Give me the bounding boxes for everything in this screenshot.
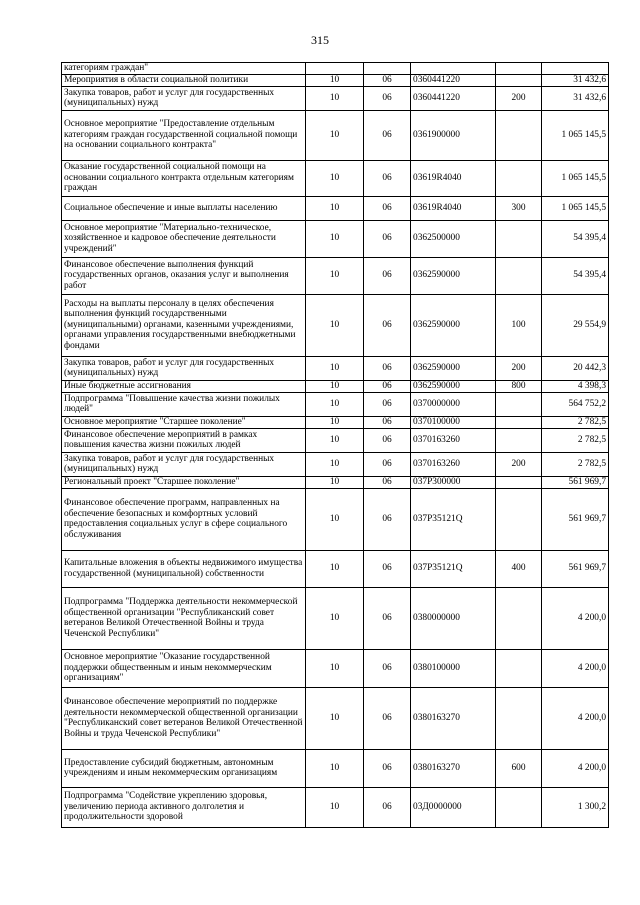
row-subsection: 06 [364,257,411,294]
row-expense-type: 200 [496,86,542,110]
table-row [62,380,609,392]
row-section: 10 [306,160,364,196]
row-section: 10 [306,687,364,749]
row-target-article: 0362500000 [411,220,496,257]
row-amount: 1 065 145,5 [542,196,609,220]
table-row [62,220,609,257]
row-target-article: 037P300000 [411,476,496,488]
row-section: 10 [306,550,364,587]
row-expense-type [496,74,542,86]
row-expense-type [496,220,542,257]
row-section: 10 [306,392,364,416]
row-subsection: 06 [364,356,411,380]
table-row [62,428,609,452]
table-row [62,86,609,110]
row-target-article: 0380000000 [411,587,496,649]
row-name: Предоставление субсидий бюджетным, автономным учреждениям и иным некоммерческим организациям [62,749,306,787]
row-expense-type [496,476,542,488]
row-amount: 4 200,0 [542,749,609,787]
row-name: Финансовое обеспечение мероприятий в рамках повышения качества жизни пожилых людей [62,428,306,452]
row-expense-type: 400 [496,550,542,587]
row-name: Закупка товаров, работ и услуг для государственных (муниципальных) нужд [62,356,306,380]
row-section: 10 [306,110,364,160]
table-row [62,488,609,550]
row-amount: 561 969,7 [542,550,609,587]
row-section: 10 [306,220,364,257]
budget-table [61,62,609,828]
row-subsection: 06 [364,749,411,787]
row-name: Основное мероприятие "Старшее поколение" [62,416,306,428]
row-amount: 54 395,4 [542,220,609,257]
row-target-article: 037P35121Q [411,488,496,550]
row-expense-type: 100 [496,294,542,356]
row-amount: 4 200,0 [542,649,609,687]
row-expense-type [496,160,542,196]
row-section: 10 [306,86,364,110]
row-target-article: 037P35121Q [411,550,496,587]
row-amount: 564 752,2 [542,392,609,416]
row-section: 10 [306,294,364,356]
row-expense-type: 300 [496,196,542,220]
row-section: 10 [306,587,364,649]
row-amount [542,63,609,75]
row-amount: 561 969,7 [542,476,609,488]
row-subsection: 06 [364,74,411,86]
row-name: Региональный проект "Старшее поколение" [62,476,306,488]
row-target-article: 0362590000 [411,257,496,294]
table-row [62,452,609,476]
row-subsection: 06 [364,416,411,428]
row-section: 10 [306,380,364,392]
row-section: 10 [306,649,364,687]
row-amount: 1 300,2 [542,787,609,827]
page-number: 315 [311,33,329,47]
table-row [62,687,609,749]
row-subsection: 06 [364,196,411,220]
row-section: 10 [306,428,364,452]
row-amount: 1 065 145,5 [542,160,609,196]
row-target-article: 0380163270 [411,749,496,787]
row-target-article: 0360441220 [411,86,496,110]
row-section: 10 [306,787,364,827]
row-amount: 54 395,4 [542,257,609,294]
row-subsection: 06 [364,687,411,749]
row-target-article: 0360441220 [411,74,496,86]
table-row [62,110,609,160]
row-target-article: 0380100000 [411,649,496,687]
table-row [62,160,609,196]
row-name: Финансовое обеспечение выполнения функций государственных органов, оказания услуг и выполнения работ [62,257,306,294]
table-row [62,649,609,687]
row-amount: 4 200,0 [542,687,609,749]
row-subsection: 06 [364,452,411,476]
row-name: Мероприятия в области социальной политики [62,74,306,86]
row-expense-type [496,787,542,827]
row-subsection: 06 [364,428,411,452]
row-name: Основное мероприятие "Материально-техническое, хозяйственное и кадровое обеспечение деятельности учреждений" [62,220,306,257]
row-name: Финансовое обеспечение мероприятий по поддержке деятельности некоммерческой общественной организации "Республиканский совет ветеранов Великой Отечественной Войны и труда Чеченской Республики" [62,687,306,749]
row-expense-type [496,488,542,550]
row-amount: 2 782,5 [542,452,609,476]
row-target-article: 0362590000 [411,294,496,356]
row-subsection [364,63,411,75]
table-row [62,63,609,75]
row-name: Закупка товаров, работ и услуг для государственных (муниципальных) нужд [62,86,306,110]
row-expense-type: 600 [496,749,542,787]
table-row [62,787,609,827]
row-target-article: 03Д0000000 [411,787,496,827]
table-row [62,749,609,787]
row-expense-type [496,257,542,294]
row-subsection: 06 [364,392,411,416]
row-amount: 4 398,3 [542,380,609,392]
row-name: Оказание государственной социальной помощи на основании социального контракта отдельным категориям граждан [62,160,306,196]
table-row [62,416,609,428]
row-target-article [411,63,496,75]
row-section: 10 [306,452,364,476]
row-amount: 1 065 145,5 [542,110,609,160]
row-expense-type [496,649,542,687]
row-subsection: 06 [364,476,411,488]
row-section: 10 [306,476,364,488]
row-expense-type [496,587,542,649]
row-section [306,63,364,75]
row-target-article: 0370163260 [411,428,496,452]
row-expense-type [496,392,542,416]
row-subsection: 06 [364,160,411,196]
row-subsection: 06 [364,380,411,392]
row-name: Расходы на выплаты персоналу в целях обеспечения выполнения функций государственными (муниципальными) органами, казенными учреждениями, органами управления государственными внебюджетными фондами [62,294,306,356]
row-section: 10 [306,257,364,294]
row-target-article: 03619R4040 [411,196,496,220]
row-name: Подпрограмма "Поддержка деятельности некоммерческой общественной организации "Республиканский совет ветеранов Великой Отечественной Войны и труда Чеченской Республики" [62,587,306,649]
row-name: Иные бюджетные ассигнования [62,380,306,392]
row-expense-type [496,687,542,749]
row-section: 10 [306,749,364,787]
row-name: Основное мероприятие "Предоставление отдельным категориям граждан государственной социальной помощи на основании социального контракта" [62,110,306,160]
row-subsection: 06 [364,550,411,587]
table-row [62,356,609,380]
row-section: 10 [306,356,364,380]
row-target-article: 03619R4040 [411,160,496,196]
table-row [62,196,609,220]
row-subsection: 06 [364,787,411,827]
row-name: Основное мероприятие "Оказание государственной поддержки общественным и иным некоммерческим организациям" [62,649,306,687]
row-expense-type: 200 [496,452,542,476]
budget-table-body [62,63,609,828]
row-subsection: 06 [364,86,411,110]
row-name: Социальное обеспечение и иные выплаты населению [62,196,306,220]
row-name: Закупка товаров, работ и услуг для государственных (муниципальных) нужд [62,452,306,476]
row-amount: 561 969,7 [542,488,609,550]
row-section: 10 [306,74,364,86]
row-subsection: 06 [364,220,411,257]
row-amount: 20 442,3 [542,356,609,380]
row-target-article: 0362590000 [411,356,496,380]
row-section: 10 [306,416,364,428]
row-amount: 4 200,0 [542,587,609,649]
table-row [62,74,609,86]
row-subsection: 06 [364,110,411,160]
table-row [62,476,609,488]
row-name: Подпрограмма "Повышение качества жизни пожилых людей" [62,392,306,416]
row-subsection: 06 [364,488,411,550]
row-target-article: 0370100000 [411,416,496,428]
row-expense-type: 800 [496,380,542,392]
row-expense-type [496,428,542,452]
row-target-article: 0380163270 [411,687,496,749]
row-target-article: 0362590000 [411,380,496,392]
row-name: Капитальные вложения в объекты недвижимого имущества государственной (муниципальной) собственности [62,550,306,587]
table-row [62,257,609,294]
row-amount: 31 432,6 [542,74,609,86]
row-expense-type [496,63,542,75]
row-amount: 29 554,9 [542,294,609,356]
row-expense-type [496,110,542,160]
row-target-article: 0361900000 [411,110,496,160]
row-name: категориям граждан" [62,63,306,75]
table-row [62,294,609,356]
row-amount: 2 782,5 [542,428,609,452]
row-expense-type: 200 [496,356,542,380]
table-row [62,392,609,416]
table-row [62,550,609,587]
row-amount: 31 432,6 [542,86,609,110]
table-row [62,587,609,649]
row-amount: 2 782,5 [542,416,609,428]
row-name: Финансовое обеспечение программ, направленных на обеспечение безопасных и комфортных условий предоставления социальных услуг в сфере социального обслуживания [62,488,306,550]
row-subsection: 06 [364,587,411,649]
row-target-article: 0370000000 [411,392,496,416]
row-expense-type [496,416,542,428]
row-section: 10 [306,196,364,220]
row-name: Подпрограмма "Содействие укреплению здоровья, увеличению периода активного долголетия и продолжительности здоровой [62,787,306,827]
row-subsection: 06 [364,649,411,687]
row-target-article: 0370163260 [411,452,496,476]
row-section: 10 [306,488,364,550]
row-subsection: 06 [364,294,411,356]
